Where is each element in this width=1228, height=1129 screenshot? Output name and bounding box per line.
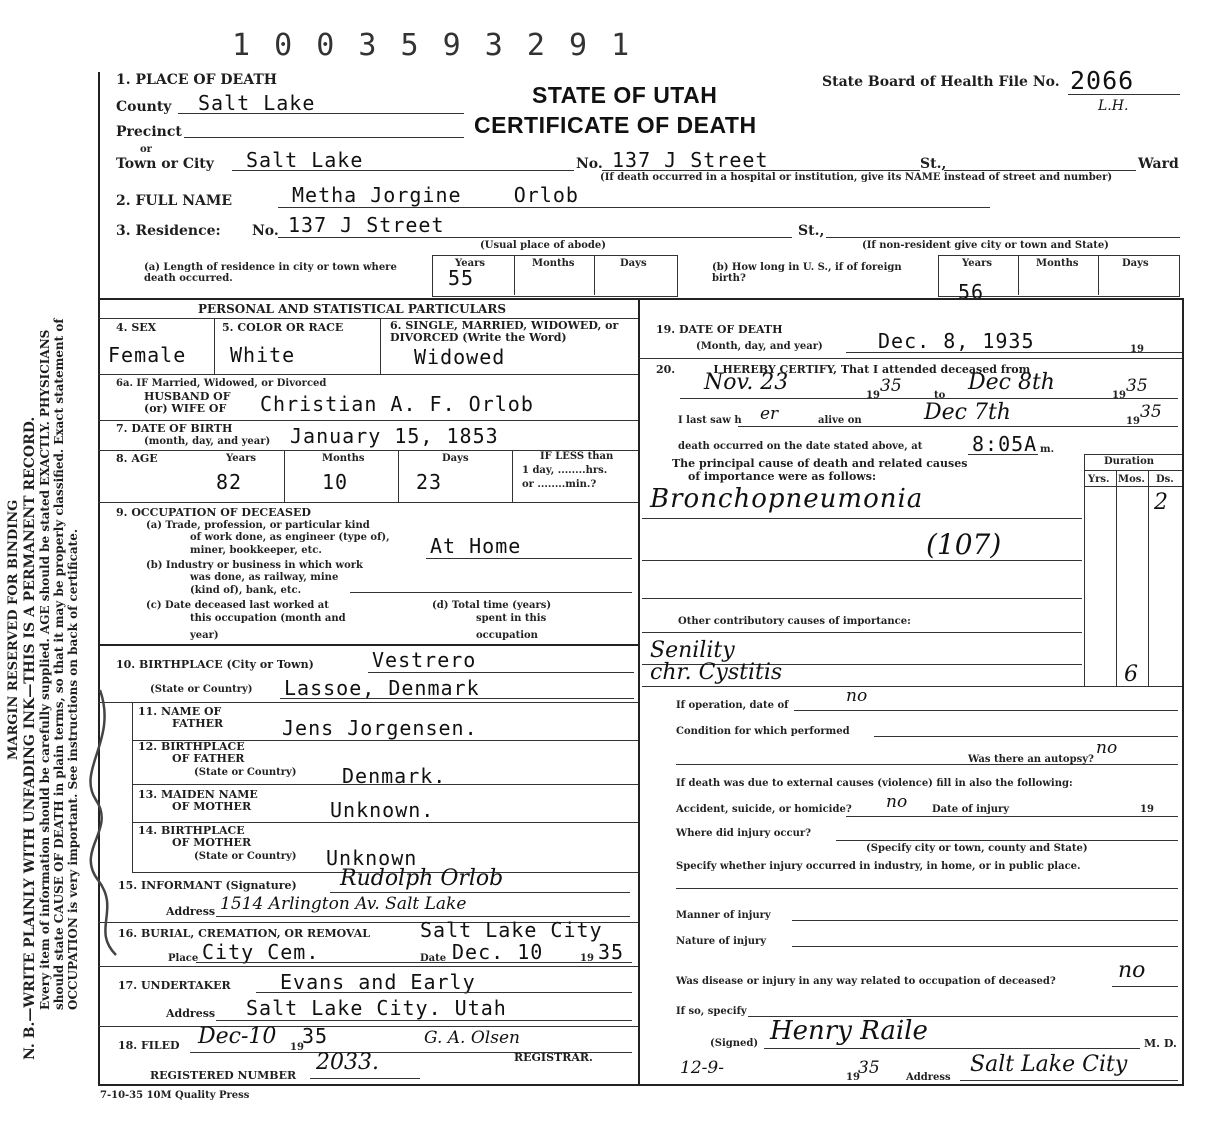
street-value: 137 J Street: [612, 148, 769, 172]
undertaker-address: Salt Lake City. Utah: [246, 996, 507, 1020]
cause-duration-days: 2: [1154, 490, 1168, 515]
marital-label-text: 6. SINGLE, MARRIED, WIDOWED, or DIVORCED (Write the Word): [390, 319, 619, 344]
age-days-label: Days: [442, 453, 469, 464]
death-time-value: 8:05A: [972, 432, 1038, 456]
us-months-label: Months: [1036, 258, 1079, 269]
st-label: St.,: [920, 156, 947, 172]
us-residence-label: [712, 262, 922, 284]
informant-label: 15. INFORMANT (Signature): [118, 879, 297, 892]
margin-note-line4: OCCUPATION is very important. See instructions on back of certificate.: [66, 528, 80, 1010]
less-label-2: 1 day, ........hrs.: [522, 465, 608, 476]
age-days-value: 23: [416, 470, 443, 494]
registrar-signature: G. A. Olsen: [424, 1028, 520, 1048]
specify-industry-label: Specify whether injury occurred in industry, in home, or in public place.: [676, 861, 1081, 872]
len-days-label: Days: [620, 258, 647, 269]
full-name-value: Metha Jorgine Orlob: [292, 183, 579, 207]
alive-on-label: alive on: [818, 415, 862, 426]
town-label: Town or City: [116, 156, 214, 172]
accident-label: Accident, suicide, or homicide?: [676, 804, 852, 815]
margin-note-line3: should state CAUSE OF DEATH in plain terms, so that it may be properly classified. Exact statement of: [52, 318, 66, 1010]
undertaker-value: Evans and Early: [280, 970, 476, 994]
birthplace-state-label: (State or Country): [150, 684, 253, 695]
margin-note-permanent: N. B.—WRITE PLAINLY WITH UNFADING INK—THIS IS A PERMANENT RECORD.: [22, 416, 38, 1060]
registrar-label: REGISTRAR.: [514, 1051, 593, 1064]
signed-label: (Signed): [710, 1038, 759, 1049]
autopsy-label: Was there an autopsy?: [968, 754, 1094, 765]
mother-label-1: 13. MAIDEN NAME: [138, 788, 258, 801]
occ-a-1: (a) Trade, profession, or particular kind: [146, 520, 370, 531]
occupation-value: At Home: [430, 534, 522, 558]
len-months-label: Months: [532, 258, 575, 269]
age-years-label: Years: [226, 453, 257, 464]
operation-value: no: [846, 686, 868, 706]
file-no-extra: L.H.: [1098, 98, 1129, 114]
residence-st-label: St.,: [798, 223, 825, 239]
occ-d-1: (d) Total time (years): [432, 600, 552, 611]
file-no: 2066: [1070, 66, 1135, 95]
last-saw-date: Dec 7th: [924, 400, 1011, 425]
usual-abode-note: (Usual place of abode): [480, 240, 606, 251]
burial-label: 16. BURIAL, CREMATION, OR REMOVAL: [118, 927, 370, 940]
birthplace-label: 10. BIRTHPLACE (City or Town): [116, 658, 314, 671]
dod-label: 19. DATE OF DEATH: [656, 323, 783, 336]
age-months-label: Months: [322, 453, 365, 464]
age-years-value: 82: [216, 470, 243, 494]
length-residence-text: (a) Length of residence in city or town where death occurred.: [144, 262, 397, 284]
informant-address: 1514 Arlington Av. Salt Lake: [220, 894, 467, 914]
husband-label-2: HUSBAND OF: [144, 390, 231, 403]
marital-label: [390, 320, 640, 344]
husband-value: Christian A. F. Orlob: [260, 392, 534, 416]
us-years-value: 56: [958, 280, 985, 304]
birthplace-city-value: Vestrero: [372, 648, 477, 672]
occ-c-2: this occupation (month and: [190, 613, 346, 624]
age-label: 8. AGE: [116, 452, 158, 465]
len-years-label: Years: [455, 258, 486, 269]
external-causes-label: If death was due to external causes (violence) fill in also the following:: [676, 778, 1073, 789]
age-months-value: 10: [322, 470, 349, 494]
duration-mos-label: Mos.: [1118, 474, 1145, 485]
dob-label: 7. DATE OF BIRTH: [116, 422, 233, 435]
color-label: 5. COLOR OR RACE: [222, 321, 344, 334]
cemetery-value: City Cem.: [202, 940, 320, 964]
occ-b-1: (b) Industry or business in which work: [146, 560, 363, 571]
attended-from-year: 35: [880, 376, 902, 396]
father-bp-label-2: OF FATHER: [172, 752, 245, 765]
us-days-label: Days: [1122, 258, 1149, 269]
occ-b-2: was done, as railway, mine: [190, 572, 339, 583]
injury-year-prefix: 19: [1140, 804, 1154, 815]
precinct-label: Precinct: [116, 124, 182, 140]
county-label: County: [116, 99, 172, 115]
husband-label-3: (or) WIFE OF: [144, 402, 227, 415]
scribble-icon: [86, 680, 126, 960]
street-no-label: No.: [576, 156, 603, 172]
margin-note-line2: Every item of information should be carefully supplied. AGE should be stated EXACTLY. PHYSICIANS: [38, 329, 52, 1010]
burial-place-value: Salt Lake City: [420, 918, 603, 942]
specify-city-note: (Specify city or town, county and State): [866, 843, 1088, 854]
occ-a-2: of work done, as engineer (type of),: [190, 532, 390, 543]
occ-c-3: year): [190, 630, 219, 641]
undertaker-label: 17. UNDERTAKER: [118, 979, 231, 992]
occ-b-3: (kind of), bank, etc.: [190, 585, 302, 596]
mother-value: Unknown.: [330, 798, 435, 822]
last-saw-label: I last saw h: [678, 415, 742, 426]
contributory-2-months: 6: [1124, 662, 1138, 687]
physician-address: Salt Lake City: [970, 1052, 1128, 1077]
burial-date-label: Date: [420, 953, 447, 964]
signed-year: 35: [858, 1058, 880, 1078]
registered-number-label: REGISTERED NUMBER: [150, 1069, 297, 1082]
where-injury-label: Where did injury occur?: [676, 828, 812, 839]
last-saw-year: 35: [1140, 402, 1162, 422]
father-label-1: 11. NAME OF: [138, 705, 222, 718]
burial-place-label: Place: [168, 953, 199, 964]
md-label: M. D.: [1144, 1037, 1177, 1050]
mother-bp-label-3: (State or Country): [194, 851, 297, 862]
dob-sub-label: (month, day, and year): [144, 436, 271, 447]
burial-year-prefix: 19: [580, 953, 594, 964]
occupation-label: 9. OCCUPATION OF DECEASED: [116, 506, 311, 519]
contributory-cause-1: Senility: [650, 638, 735, 663]
nonresident-note: (If non-resident give city or town and State): [862, 240, 1109, 251]
physician-address-label: Address: [906, 1072, 951, 1083]
attended-to-year-prefix: 19: [1112, 390, 1126, 401]
mother-bp-label-1: 14. BIRTHPLACE: [138, 824, 245, 837]
father-birthplace-value: Denmark.: [342, 764, 447, 788]
contributory-cause-2: chr. Cystitis: [650, 660, 783, 685]
contributory-label: Other contributory causes of importance:: [678, 616, 911, 627]
father-bp-label-3: (State or Country): [194, 767, 297, 778]
m-label: m.: [1040, 444, 1055, 455]
duration-ds-label: Ds.: [1156, 474, 1174, 485]
sex-label: 4. SEX: [116, 321, 157, 334]
less-label-1: IF LESS than: [540, 451, 614, 462]
father-label-2: FATHER: [172, 717, 224, 730]
dob-value: January 15, 1853: [290, 424, 499, 448]
footer-print: 7-10-35 10M Quality Press: [100, 1090, 250, 1101]
ward-label: Ward: [1138, 156, 1179, 172]
principal-cause-label-2: of importance were as follows:: [688, 470, 876, 483]
attended-from: Nov. 23: [704, 370, 789, 395]
sex-value: Female: [108, 343, 187, 367]
dod-sub-label: (Month, day, and year): [696, 341, 823, 352]
nature-label: Nature of injury: [676, 936, 767, 947]
manner-label: Manner of injury: [676, 910, 771, 921]
occupation-related-value: no: [1118, 958, 1146, 983]
attended-to-year: 35: [1126, 376, 1148, 396]
certificate-title: CERTIFICATE OF DEATH: [474, 112, 757, 138]
vertical-handwriting: [86, 680, 135, 960]
occ-d-3: occupation: [476, 630, 538, 641]
duration-yrs-label: Yrs.: [1088, 474, 1110, 485]
duration-label: Duration: [1104, 456, 1155, 467]
length-years-value: 55: [448, 266, 475, 290]
father-bp-label-1: 12. BIRTHPLACE: [138, 740, 245, 753]
principal-cause-value: Bronchopneumonia: [650, 484, 924, 514]
county-value: Salt Lake: [198, 91, 316, 115]
town-value: Salt Lake: [246, 148, 364, 172]
informant-address-label: Address: [166, 905, 216, 918]
burial-date-value: Dec. 10: [452, 940, 544, 964]
signed-date: 12-9-: [680, 1058, 724, 1078]
physician-signature: Henry Raile: [770, 1016, 928, 1046]
signed-year-prefix: 19: [846, 1072, 860, 1083]
us-years-label: Years: [962, 258, 993, 269]
filed-year-prefix: 19: [290, 1042, 304, 1053]
occupation-related-label: Was disease or injury in any way related to occupation of deceased?: [676, 976, 1056, 987]
us-residence-text: (b) How long in U. S., if of foreign birth?: [712, 262, 902, 284]
birthplace-country-value: Lassoe, Denmark: [284, 676, 480, 700]
accident-value: no: [886, 792, 908, 812]
state-title: STATE OF UTAH: [532, 82, 718, 108]
hospital-note: (If death occurred in a hospital or institution, give its NAME instead of street and number): [600, 172, 1113, 183]
filed-year: 35: [302, 1024, 329, 1048]
color-value: White: [230, 343, 296, 367]
to-label: to: [934, 390, 946, 401]
condition-label: Condition for which performed: [676, 726, 850, 737]
residence-value: 137 J Street: [288, 213, 445, 237]
dod-value: Dec. 8, 1935: [878, 329, 1035, 353]
serial-number: 1 0 0 3 5 9 3 2 9 1: [232, 28, 633, 63]
certify-label: 20. I HEREBY CERTIFY, That I attended deceased from: [656, 363, 1031, 376]
last-saw-year-prefix: 19: [1126, 416, 1140, 427]
filed-label: 18. FILED: [118, 1039, 180, 1052]
autopsy-value: no: [1096, 738, 1118, 758]
file-no-label: State Board of Health File No.: [822, 74, 1060, 90]
or-label: or: [140, 144, 152, 155]
length-residence-label: [144, 262, 414, 284]
residence-label: 3. Residence:: [116, 223, 221, 239]
if-so-label: If so, specify: [676, 1006, 747, 1017]
registered-number: 2033.: [316, 1050, 379, 1075]
margin-reserved-binding: MARGIN RESERVED FOR BINDING: [6, 499, 21, 760]
occ-c-1: (c) Date deceased last worked at: [146, 600, 329, 611]
attended-to: Dec 8th: [968, 370, 1055, 395]
personal-section-title: PERSONAL AND STATISTICAL PARTICULARS: [198, 302, 507, 316]
death-time-label: death occurred on the date stated above, at: [678, 441, 923, 452]
principal-cause-label-1: The principal cause of death and related causes: [672, 457, 968, 470]
operation-label: If operation, date of: [676, 700, 789, 711]
injury-date-label: Date of injury: [932, 804, 1010, 815]
mother-label-2: OF MOTHER: [172, 800, 252, 813]
last-saw-her: er: [760, 404, 779, 424]
mother-bp-label-2: OF MOTHER: [172, 836, 252, 849]
filed-date: Dec-10: [198, 1024, 277, 1049]
undertaker-address-label: Address: [166, 1007, 216, 1020]
father-value: Jens Jorgensen.: [282, 716, 478, 740]
marital-value: Widowed: [414, 345, 506, 369]
full-name-label: 2. FULL NAME: [116, 193, 233, 209]
attended-from-year-prefix: 19: [866, 390, 880, 401]
residence-no-label: No.: [252, 223, 279, 239]
mother-birthplace-value: Unknown: [326, 846, 418, 870]
dod-year-prefix: 19: [1130, 344, 1144, 355]
burial-year-value: 35: [598, 940, 625, 964]
occ-d-2: spent in this: [476, 613, 547, 624]
husband-label-1: 6a. IF Married, Widowed, or Divorced: [116, 378, 327, 389]
occ-a-3: miner, bookkeeper, etc.: [190, 545, 322, 556]
cause-code: (107): [926, 528, 1002, 561]
place-of-death-heading: 1. PLACE OF DEATH: [116, 72, 277, 88]
less-label-3: or ........min.?: [522, 479, 597, 490]
informant-signature: Rudolph Orlob: [340, 866, 504, 891]
